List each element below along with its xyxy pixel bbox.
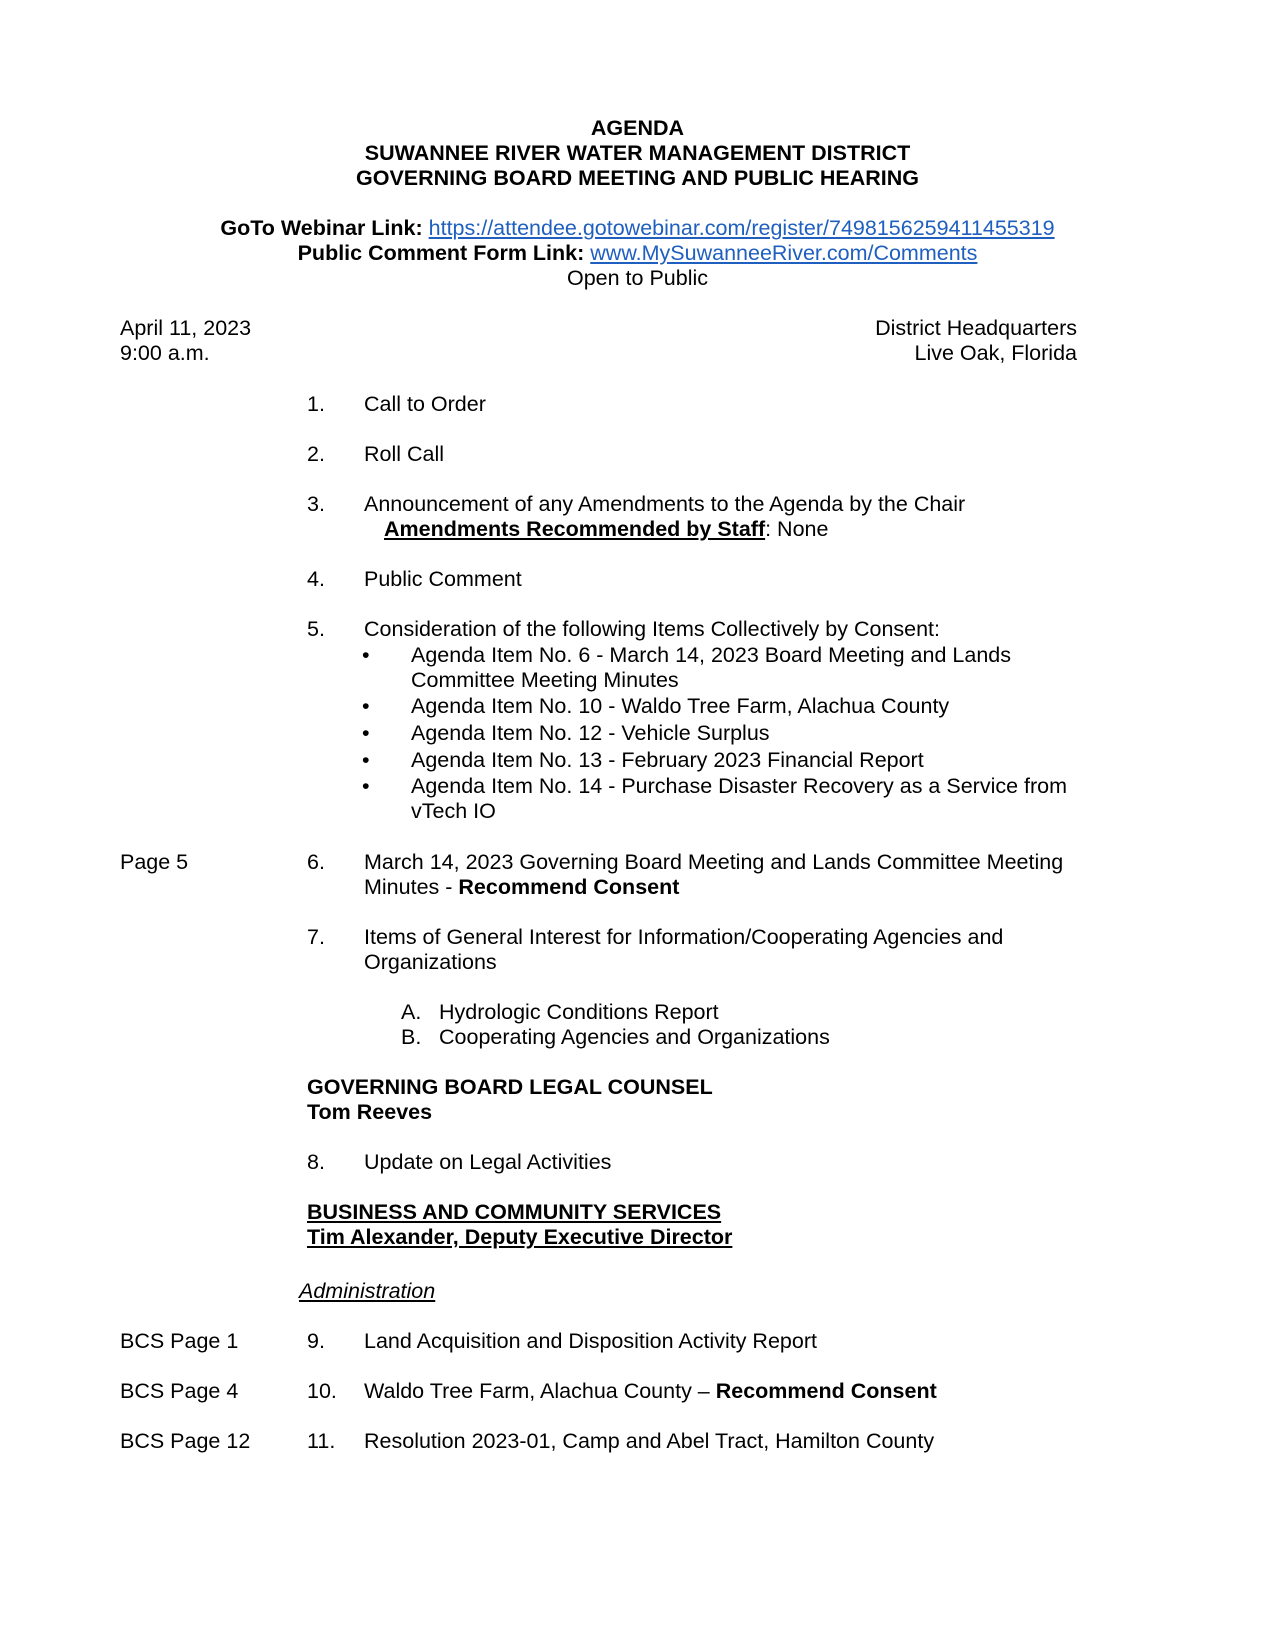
item-number: 4. <box>307 567 325 591</box>
item-text: Minutes - <box>364 875 459 899</box>
sub-item-text: Hydrologic Conditions Report <box>439 1000 719 1024</box>
bullet-text: Agenda Item No. 13 - February 2023 Financial Report <box>411 748 924 772</box>
bullet-icon: • <box>362 694 370 718</box>
item-number: 7. <box>307 925 325 949</box>
item-text: Resolution 2023-01, Camp and Abel Tract, Hamilton County <box>364 1429 935 1453</box>
item-number: 1. <box>307 392 325 416</box>
staff-amendments <box>384 517 828 542</box>
bullet-text: Committee Meeting Minutes <box>411 668 679 692</box>
item-number: 5. <box>307 617 325 641</box>
recommend-consent: Recommend Consent <box>458 875 680 899</box>
org-name: SUWANNEE RIVER WATER MANAGEMENT DISTRICT <box>364 141 911 165</box>
item-number: 3. <box>307 492 325 516</box>
page-reference: BCS Page 4 <box>120 1379 239 1403</box>
legal-section-name: Tom Reeves <box>307 1100 433 1124</box>
bullet-icon: • <box>362 721 370 745</box>
item-number: 6. <box>307 850 325 874</box>
sub-item-text: Cooperating Agencies and Organizations <box>439 1025 830 1049</box>
item-number: 8. <box>307 1150 325 1174</box>
meeting-city: Live Oak, Florida <box>914 341 1077 365</box>
bcs-section-title: BUSINESS AND COMMUNITY SERVICES <box>307 1200 722 1224</box>
item-number: 2. <box>307 442 325 466</box>
meeting-date: April 11, 2023 <box>120 316 252 340</box>
legal-section-title: GOVERNING BOARD LEGAL COUNSEL <box>307 1075 713 1099</box>
item-number: 9. <box>307 1329 325 1353</box>
page-reference: BCS Page 1 <box>120 1329 239 1353</box>
item-text: March 14, 2023 Governing Board Meeting and Lands Committee Meeting <box>364 850 1064 874</box>
page-reference: Page 5 <box>120 850 189 874</box>
webinar-link[interactable]: https://attendee.gotowebinar.com/register/7498156259411455319 <box>428 216 1055 240</box>
item-text: Announcement of any Amendments to the Agenda by the Chair <box>364 492 966 516</box>
bullet-text: Agenda Item No. 12 - Vehicle Surplus <box>411 721 770 745</box>
bullet-text: Agenda Item No. 10 - Waldo Tree Farm, Alachua County <box>411 694 950 718</box>
meeting-time: 9:00 a.m. <box>120 341 210 365</box>
item-text: Consideration of the following Items Collectively by Consent: <box>364 617 941 641</box>
item-text: Land Acquisition and Disposition Activity Report <box>364 1329 817 1353</box>
staff-amendments-value: : None <box>765 517 829 541</box>
sub-item-letter: B. <box>401 1025 422 1049</box>
page-reference: BCS Page 12 <box>120 1429 251 1453</box>
comment-label: Public Comment Form Link: <box>297 241 585 265</box>
item-number: 10. <box>307 1379 337 1403</box>
administration-heading: Administration <box>299 1279 436 1303</box>
comment-link[interactable]: www.MySuwanneeRiver.com/Comments <box>590 241 978 265</box>
item-text: Public Comment <box>364 567 522 591</box>
staff-amendments-label: Amendments Recommended by Staff <box>384 517 766 541</box>
bullet-text: Agenda Item No. 6 - March 14, 2023 Board Meeting and Lands <box>411 643 1011 667</box>
item-text: Call to Order <box>364 392 486 416</box>
bcs-section-name: Tim Alexander, Deputy Executive Director <box>307 1225 733 1249</box>
bullet-icon: • <box>362 774 370 798</box>
item-text: Update on Legal Activities <box>364 1150 612 1174</box>
bullet-icon: • <box>362 748 370 772</box>
item-text: Waldo Tree Farm, Alachua County – <box>364 1379 716 1403</box>
comment-line <box>0 241 1275 266</box>
bullet-text: vTech IO <box>411 799 496 823</box>
open-to-public: Open to Public <box>566 266 709 290</box>
bullet-text: Agenda Item No. 14 - Purchase Disaster Recovery as a Service from <box>411 774 1068 798</box>
recommend-consent: Recommend Consent <box>715 1379 937 1403</box>
bullet-icon: • <box>362 643 370 667</box>
meeting-title: GOVERNING BOARD MEETING AND PUBLIC HEARING <box>356 166 919 190</box>
webinar-line <box>0 216 1275 241</box>
sub-item-letter: A. <box>401 1000 422 1024</box>
item-text: Roll Call <box>364 442 445 466</box>
item-number: 11. <box>307 1429 336 1453</box>
doc-title: AGENDA <box>590 116 685 140</box>
item-text: Items of General Interest for Information/Cooperating Agencies and <box>364 925 1004 949</box>
item-text: Organizations <box>364 950 497 974</box>
webinar-label: GoTo Webinar Link: <box>220 216 423 240</box>
meeting-location: District Headquarters <box>875 316 1077 340</box>
